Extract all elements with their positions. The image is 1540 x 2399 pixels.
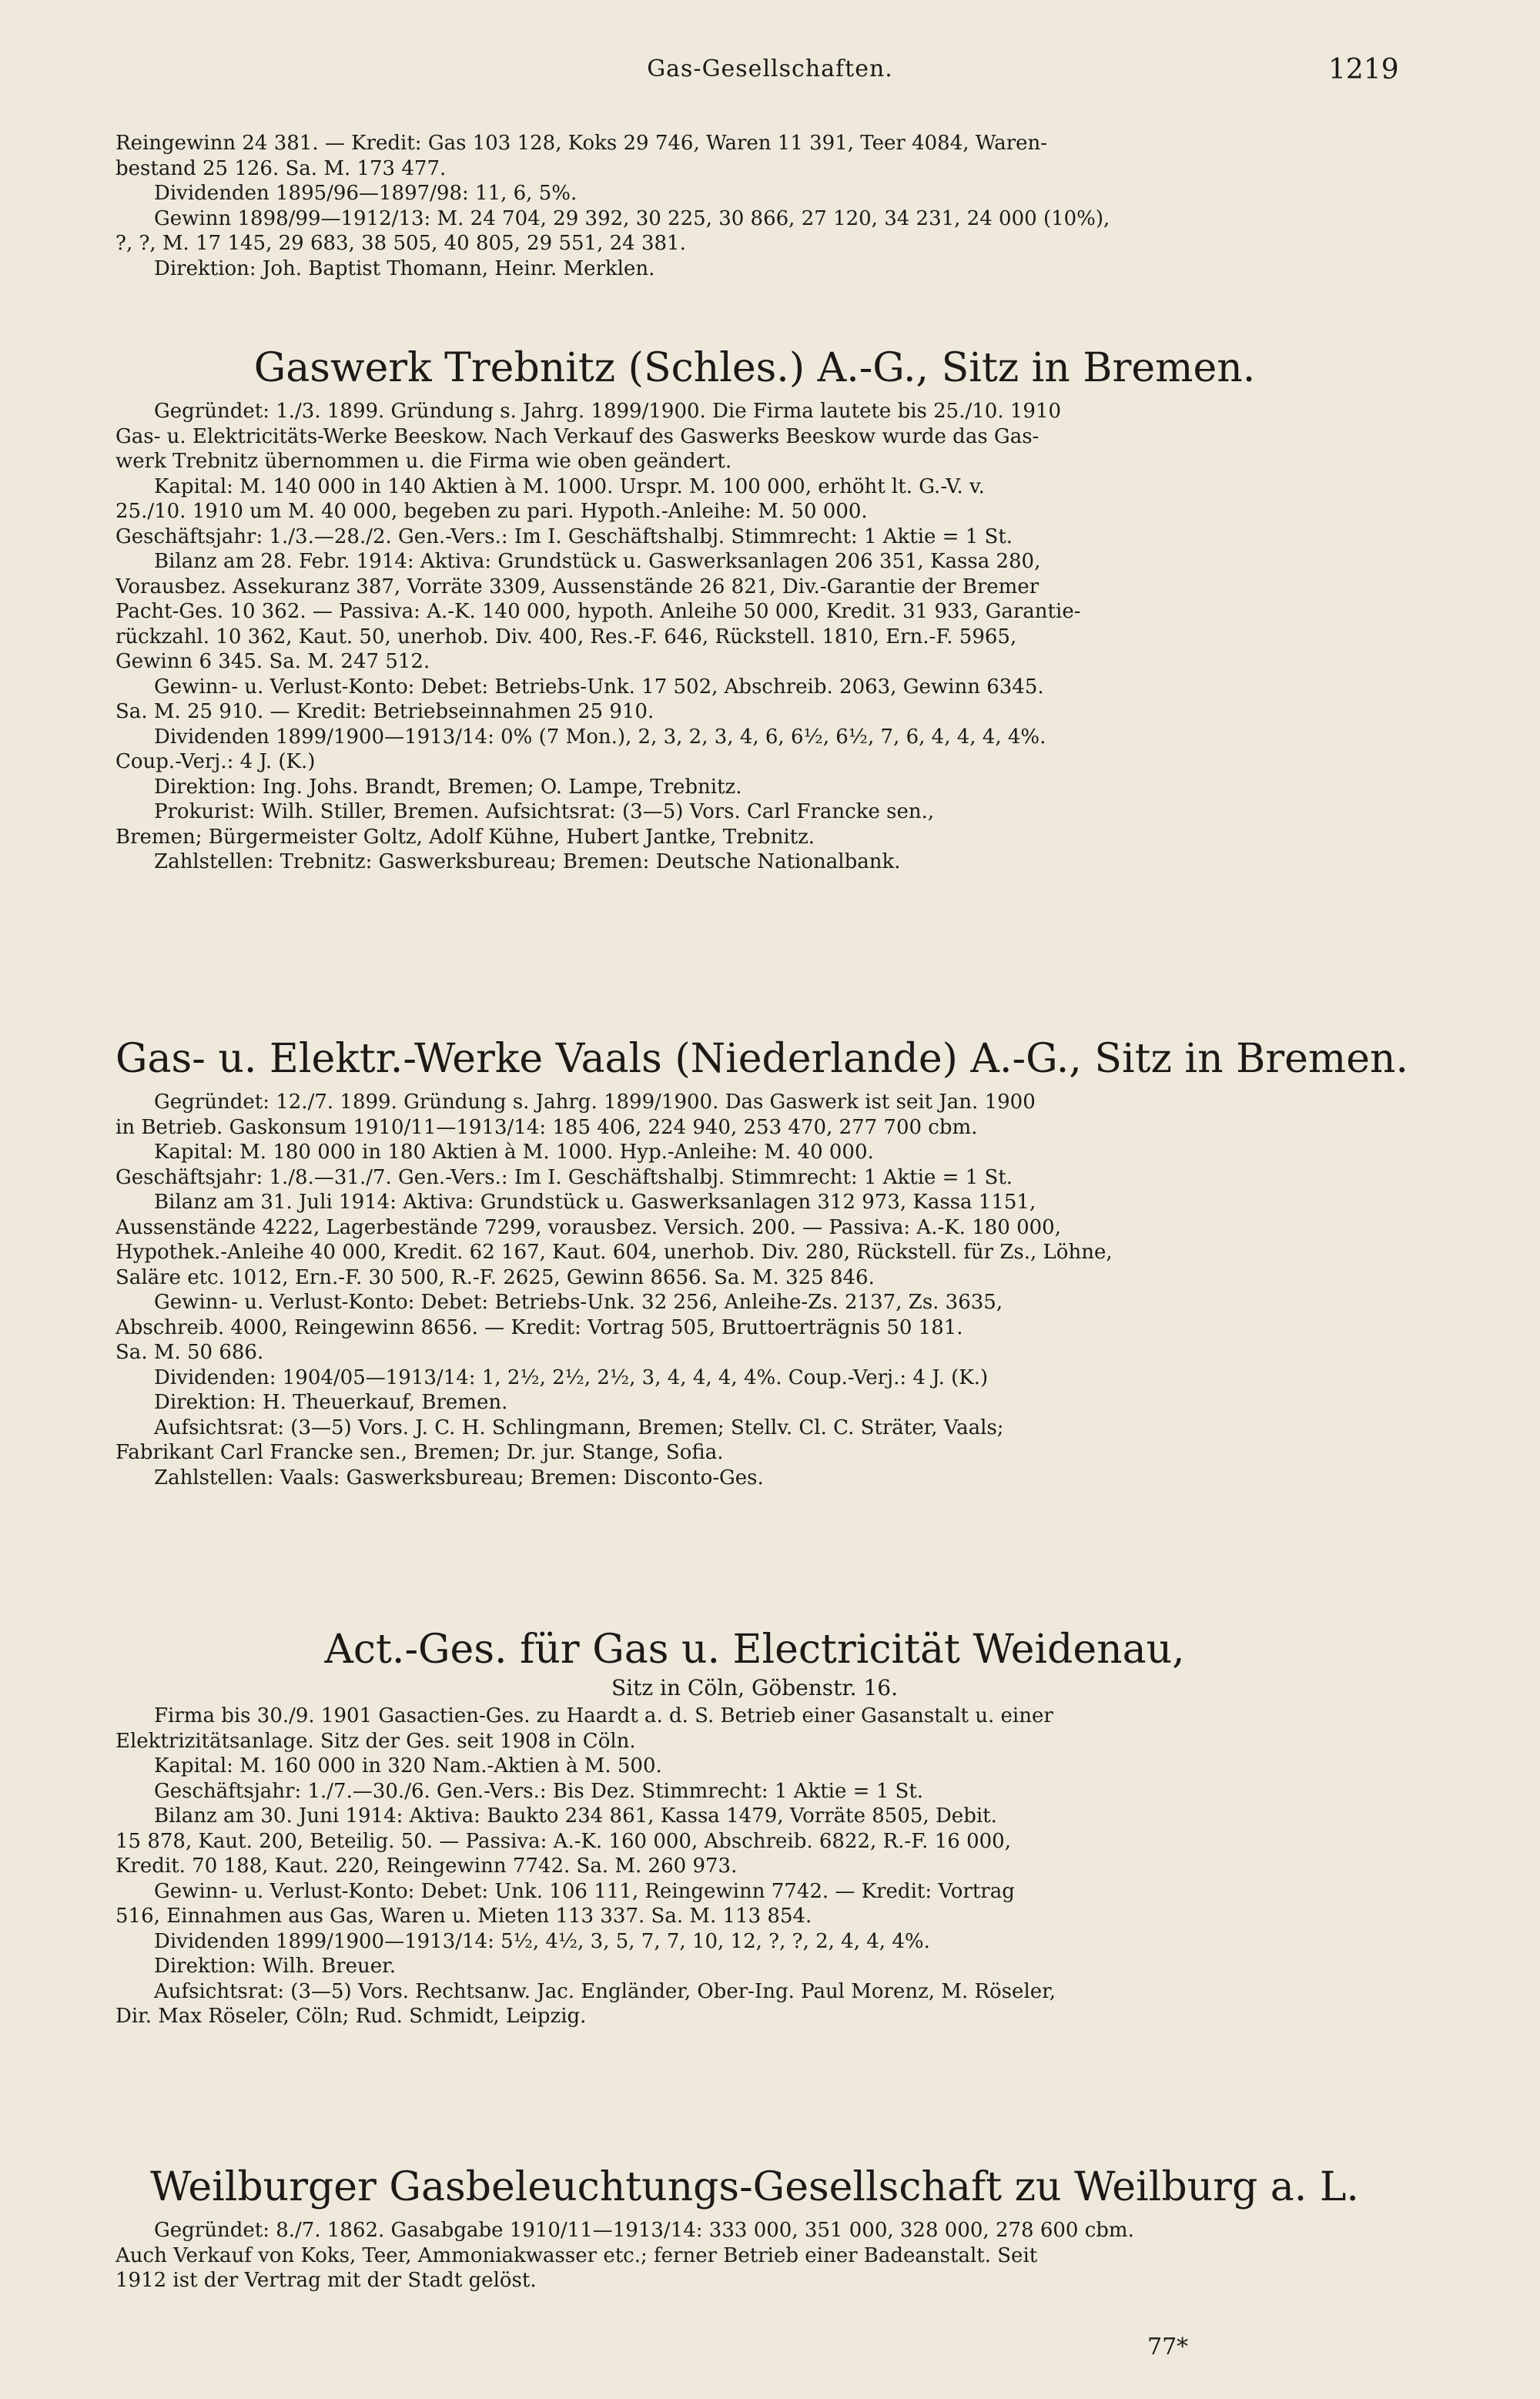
entry-title: Act.-Ges. für Gas u. Electricität Weidenau, — [324, 1627, 1185, 1673]
text-line: Firma bis 30./9. 1901 Gasactien-Ges. zu Haardt a. d. S. Betrieb einer Gasanstalt u. einer — [154, 1704, 1053, 1727]
text-line: bestand 25 126. Sa. M. 173 477. — [116, 156, 447, 180]
text-line: Vorausbez. Assekuranz 387, Vorräte 3309, Aussenstände 26 821, Div.-Garantie der Bremer — [116, 575, 1040, 598]
text-line: Direktion: H. Theuerkauf, Bremen. — [154, 1391, 508, 1414]
text-line: Dividenden 1899/1900—1913/14: 5½, 4½, 3, 5, 7, 7, 10, 12, ?, ?, 2, 4, 4, 4%. — [154, 1929, 930, 1953]
text-line: Gegründet: 1./3. 1899. Gründung s. Jahrg. 1899/1900. Die Firma lautete bis 25./10. 1910 — [154, 400, 1062, 423]
text-line: Bremen; Bürgermeister Goltz, Adolf Kühne, Hubert Jantke, Trebnitz. — [116, 825, 815, 849]
text-line: Zahlstellen: Vaals: Gaswerksbureau; Bremen: Disconto-Ges. — [154, 1466, 764, 1489]
entry-subtitle: Sitz in Cöln, Göbenstr. 16. — [611, 1675, 898, 1700]
text-line: Bilanz am 28. Febr. 1914: Aktiva: Grundstück u. Gaswerksanlagen 206 351, Kassa 280, — [154, 550, 1041, 573]
text-line: Elektrizitätsanlage. Sitz der Ges. seit 1908 in Cöln. — [116, 1729, 636, 1753]
text-line: Kapital: M. 180 000 in 180 Aktien à M. 1000. Hyp.-Anleihe: M. 40 000. — [154, 1141, 874, 1164]
text-line: Aussenstände 4222, Lagerbestände 7299, vorausbez. Versich. 200. — Passiva: A.-K. 180 000, — [116, 1215, 1061, 1239]
text-line: Bilanz am 31. Juli 1914: Aktiva: Grundstück u. Gaswerksanlagen 312 973, Kassa 1151, — [154, 1191, 1036, 1214]
text-line: Reingewinn 24 381. — Kredit: Gas 103 128, Koks 29 746, Waren 11 391, Teer 4084, Waren- — [116, 132, 1048, 155]
entry-title: Gas- u. Elektr.-Werke Vaals (Niederlande) A.-G., Sitz in Bremen. — [116, 1036, 1409, 1082]
text-line: Dividenden: 1904/05—1913/14: 1, 2½, 2½, 2½, 3, 4, 4, 4, 4%. Coup.-Verj.: 4 J. (K.) — [154, 1365, 989, 1389]
text-line: Direktion: Wilh. Breuer. — [154, 1955, 396, 1978]
page-number: 1219 — [1328, 54, 1399, 85]
running-header: Gas-Gesellschaften. — [647, 55, 893, 82]
text-line: Dividenden 1895/96—1897/98: 11, 6, 5%. — [154, 182, 578, 205]
text-line: Geschäftsjahr: 1./8.—31./7. Gen.-Vers.: Im I. Geschäftshalbj. Stimmrecht: 1 Aktie = 1 St. — [116, 1165, 1013, 1189]
entry-weidenau — [116, 1627, 1394, 2029]
text-line: Gegründet: 12./7. 1899. Gründung s. Jahrg. 1899/1900. Das Gaswerk ist seit Jan. 1900 — [154, 1091, 1036, 1114]
text-line: Gewinn 6 345. Sa. M. 247 512. — [116, 650, 430, 673]
text-line: Gegründet: 8./7. 1862. Gasabgabe 1910/11—1913/14: 333 000, 351 000, 328 000, 278 600 cbm. — [154, 2219, 1134, 2242]
text-line: Geschäftsjahr: 1./3.—28./2. Gen.-Vers.: Im I. Geschäftshalbj. Stimmrecht: 1 Aktie = 1 St. — [116, 524, 1013, 548]
text-line: in Betrieb. Gaskonsum 1910/11—1913/14: 185 406, 224 940, 253 470, 277 700 cbm. — [116, 1115, 978, 1139]
text-line: Aufsichtsrat: (3—5) Vors. Rechtsanw. Jac. Engländer, Ober-Ing. Paul Morenz, M. Röseler, — [154, 1979, 1056, 2003]
text-line: Saläre etc. 1012, Ern.-F. 30 500, R.-F. 2625, Gewinn 8656. Sa. M. 325 846. — [116, 1265, 875, 1289]
text-line: werk Trebnitz übernommen u. die Firma wie oben geändert. — [116, 450, 732, 473]
text-line: 15 878, Kaut. 200, Beteilig. 50. — Passiva: A.-K. 160 000, Abschreib. 6822, R.-F. 16 000, — [116, 1829, 1011, 1853]
text-line: Coup.-Verj.: 4 J. (K.) — [116, 750, 316, 773]
text-line: Zahlstellen: Trebnitz: Gaswerksbureau; Bremen: Deutsche Nationalbank. — [154, 850, 901, 873]
entry-vaals — [116, 1036, 1409, 1490]
text-line: Hypothek.-Anleihe 40 000, Kredit. 62 167, Kaut. 604, unerhob. Div. 280, Rückstell. für Zs., Löhne, — [116, 1241, 1113, 1264]
prev-entry — [116, 131, 1394, 281]
text-line: Bilanz am 30. Juni 1914: Aktiva: Baukto 234 861, Kassa 1479, Vorräte 8505, Debit. — [154, 1804, 997, 1828]
text-line: 25./10. 1910 um M. 40 000, begeben zu pari. Hypoth.-Anleihe: M. 50 000. — [116, 500, 868, 523]
text-line: Fabrikant Carl Francke sen., Bremen; Dr. jur. Stange, Sofia. — [116, 1441, 724, 1464]
text-line: Abschreib. 4000, Reingewinn 8656. — Kredit: Vortrag 505, Bruttoerträgnis 50 181. — [116, 1315, 963, 1339]
text-line: Kredit. 70 188, Kaut. 220, Reingewinn 7742. Sa. M. 260 973. — [116, 1855, 738, 1878]
text-line: rückzahl. 10 362, Kaut. 50, unerhob. Div. 400, Res.-F. 646, Rückstell. 1810, Ern.-F. 5965, — [116, 625, 1017, 648]
text-line: 516, Einnahmen aus Gas, Waren u. Mieten 113 337. Sa. M. 113 854. — [116, 1905, 812, 1928]
text-line: Dir. Max Röseler, Cöln; Rud. Schmidt, Leipzig. — [116, 2005, 587, 2028]
text-line: Pacht-Ges. 10 362. — Passiva: A.-K. 140 000, hypoth. Anleihe 50 000, Kredit. 31 933, Garantie- — [116, 600, 1081, 623]
text-line: Direktion: Joh. Baptist Thomann, Heinr. Merklen. — [154, 256, 655, 280]
text-line: Gas- u. Elektricitäts-Werke Beeskow. Nach Verkauf des Gaswerks Beeskow wurde das Gas- — [116, 424, 1040, 448]
entry-trebnitz — [116, 345, 1394, 875]
text-line: Aufsichtsrat: (3—5) Vors. J. C. H. Schlingmann, Bremen; Stellv. Cl. C. Sträter, Vaals; — [154, 1416, 1004, 1439]
text-line: Sa. M. 50 686. — [116, 1341, 264, 1364]
text-line: ?, ?, M. 17 145, 29 683, 38 505, 40 805, 29 551, 24 381. — [116, 232, 686, 255]
text-line: Kapital: M. 160 000 in 320 Nam.-Aktien à M. 500. — [154, 1754, 662, 1777]
text-line: Gewinn- u. Verlust-Konto: Debet: Betriebs-Unk. 17 502, Abschreib. 2063, Gewinn 6345. — [154, 675, 1044, 699]
signature-mark: 77* — [1147, 2334, 1189, 2360]
text-line: Prokurist: Wilh. Stiller, Bremen. Aufsichtsrat: (3—5) Vors. Carl Francke sen., — [154, 800, 935, 823]
text-line: Geschäftsjahr: 1./7.—30./6. Gen.-Vers.: Bis Dez. Stimmrecht: 1 Aktie = 1 St. — [154, 1779, 924, 1803]
entry-title: Weilburger Gasbeleuchtungs-Gesellschaft zu Weilburg a. L. — [150, 2164, 1359, 2210]
text-line: Gewinn 1898/99—1912/13: M. 24 704, 29 392, 30 225, 30 866, 27 120, 34 231, 24 000 (10%), — [154, 206, 1110, 230]
entry-title: Gaswerk Trebnitz (Schles.) A.-G., Sitz in Bremen. — [253, 345, 1256, 391]
text-line: 1912 ist der Vertrag mit der Stadt gelöst. — [116, 2269, 537, 2292]
text-line: Sa. M. 25 910. — Kredit: Betriebseinnahmen 25 910. — [116, 700, 654, 723]
entry-weilburg — [116, 2164, 1394, 2293]
text-line: Gewinn- u. Verlust-Konto: Debet: Unk. 106 111, Reingewinn 7742. — Kredit: Vortrag — [154, 1879, 1015, 1903]
text-line: Kapital: M. 140 000 in 140 Aktien à M. 1000. Urspr. M. 100 000, erhöht lt. G.-V. v. — [154, 474, 985, 498]
text-line: Dividenden 1899/1900—1913/14: 0% (7 Mon.), 2, 3, 2, 3, 4, 6, 6½, 6½, 7, 6, 4, 4, 4, 4%. — [154, 725, 1046, 749]
text-line: Gewinn- u. Verlust-Konto: Debet: Betriebs-Unk. 32 256, Anleihe-Zs. 2137, Zs. 3635, — [154, 1291, 1003, 1314]
text-line: Auch Verkauf von Koks, Teer, Ammoniakwasser etc.; ferner Betrieb einer Badeanstalt. Seit — [116, 2243, 1038, 2267]
text-line: Direktion: Ing. Johs. Brandt, Bremen; O. Lampe, Trebnitz. — [154, 775, 742, 799]
